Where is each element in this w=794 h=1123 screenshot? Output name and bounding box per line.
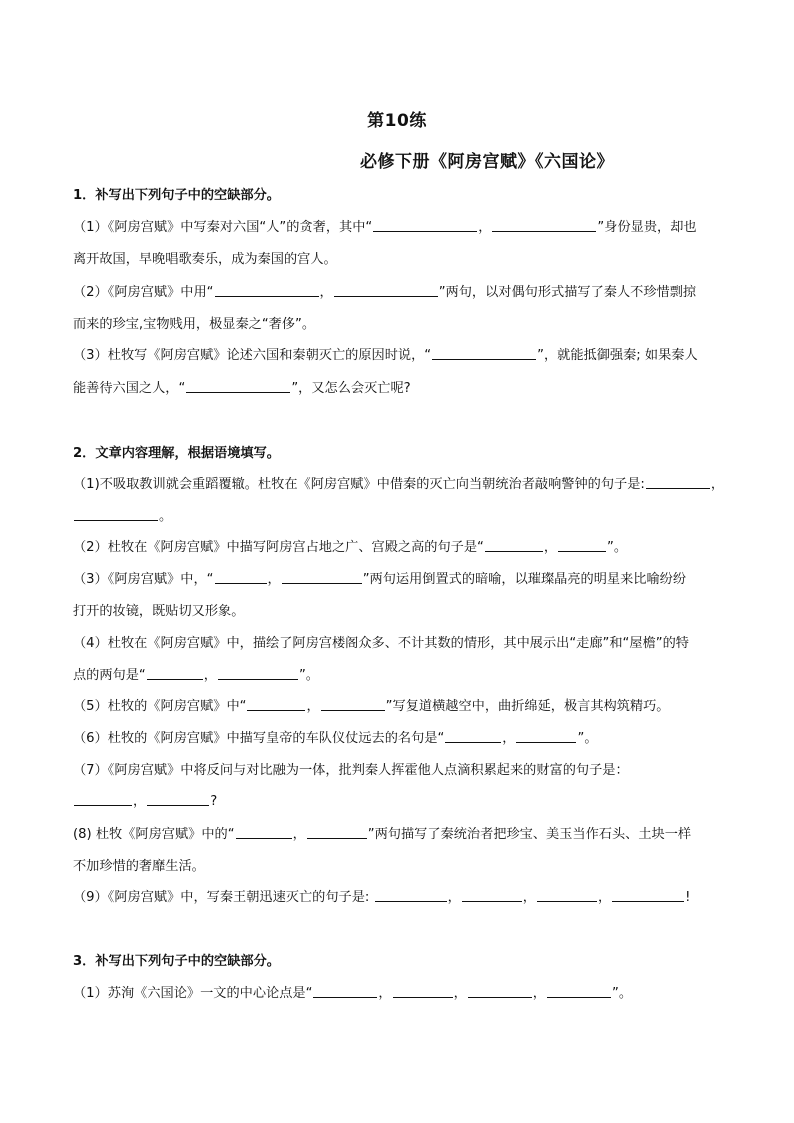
q2-item-4-line-2: 点的两句是“ ， ”。	[73, 668, 319, 683]
answer-blank[interactable]	[547, 985, 611, 998]
answer-blank[interactable]	[445, 730, 501, 743]
q2-item-3-line-2: 打开的妆镜，既贴切又形象。	[73, 604, 245, 619]
answer-blank[interactable]	[432, 347, 536, 360]
q1-item-1-line-1: （1）《阿房宫赋》中写秦对六国“人”的贪奢，其中“ ， ”身份显贵，却也	[73, 220, 697, 235]
q1-item-1-line-2: 离开故国，早晚唱歌奏乐，成为秦国的宫人。	[73, 252, 337, 267]
q2-item-7-line-2: ， ?	[73, 793, 217, 811]
q1-item-3-line-1: （3）杜牧写《阿房宫赋》论述六国和秦朝灭亡的原因时说，“ ”，就能抵御强秦; 如果秦人	[73, 348, 698, 363]
q2-item-2: （2）杜牧在《阿房宫赋》中描写阿房宫占地之广、宫殿之高的句子是“ ， ”。	[73, 540, 628, 555]
answer-blank[interactable]	[646, 476, 710, 489]
answer-blank[interactable]	[236, 826, 292, 839]
answer-blank[interactable]	[215, 571, 267, 584]
answer-blank[interactable]	[215, 284, 319, 297]
q2-item-5: （5）杜牧的《阿房宫赋》中“ ， ”写复道横越空中，曲折绵延，极言其构筑精巧。	[73, 699, 670, 714]
page-title: 第10练	[367, 111, 427, 131]
q2-item-8-line-2: 不加珍惜的奢靡生活。	[73, 859, 205, 874]
answer-blank[interactable]	[462, 889, 522, 902]
answer-blank[interactable]	[147, 793, 209, 806]
answer-blank[interactable]	[321, 698, 385, 711]
answer-blank[interactable]	[218, 667, 298, 680]
answer-blank[interactable]	[485, 539, 543, 552]
answer-blank[interactable]	[74, 793, 132, 806]
answer-blank[interactable]	[307, 826, 367, 839]
question-3-heading: 3．补写出下列句子中的空缺部分。	[73, 954, 280, 969]
q2-item-3-line-1: （3）《阿房宫赋》中，“ ， ”两句运用倒置式的暗喻，以璀璨晶亮的明星来比喻纷纷	[73, 572, 687, 587]
answer-blank[interactable]	[537, 889, 597, 902]
answer-blank[interactable]	[282, 571, 362, 584]
q2-item-8-line-1: (8) 杜牧《阿房宫赋》中的“ ， ”两句描写了秦统治者把珍宝、美玉当作石头、土块一样	[73, 827, 692, 842]
answer-blank[interactable]	[558, 539, 606, 552]
answer-blank[interactable]	[147, 667, 203, 680]
answer-blank[interactable]	[247, 698, 305, 711]
answer-blank[interactable]	[186, 380, 290, 393]
answer-blank[interactable]	[492, 219, 596, 232]
q3-item-1: （1）苏洵《六国论》一文的中心论点是“ ， ， ， ”。	[73, 986, 633, 1001]
answer-blank[interactable]	[516, 730, 576, 743]
question-2-heading: 2．文章内容理解，根据语境填写。	[73, 446, 280, 461]
q2-item-7-line-1: （7）《阿房宫赋》中将反问与对比融为一体，批判秦人挥霍他人点滴积累起来的财富的句子是：	[73, 763, 629, 778]
answer-blank[interactable]	[373, 219, 477, 232]
q1-item-2-line-1: （2）《阿房宫赋》中用“ ， ”两句，以对偶句形式描写了秦人不珍惜剽掠	[73, 285, 697, 300]
q2-item-4-line-1: （4）杜牧在《阿房宫赋》中，描绘了阿房宫楼阁众多、不计其数的情形，其中展示出“走廊”和“屋檐”的特	[73, 636, 689, 651]
answer-blank[interactable]	[375, 889, 447, 902]
q1-item-2-line-2: 而来的珍宝,宝物贱用，极显秦之“奢侈”。	[73, 317, 316, 332]
answer-blank[interactable]	[74, 508, 158, 521]
answer-blank[interactable]	[334, 284, 438, 297]
q2-item-6: （6）杜牧的《阿房宫赋》中描写皇帝的车队仪仗远去的名句是“ ， ”。	[73, 731, 598, 746]
answer-blank[interactable]	[313, 985, 377, 998]
question-1-heading: 1．补写出下列句子中的空缺部分。	[73, 188, 280, 203]
answer-blank[interactable]	[612, 889, 684, 902]
answer-blank[interactable]	[393, 985, 453, 998]
q1-item-3-line-2: 能善待六国之人，“ ”，又怎么会灭亡呢?	[73, 381, 411, 396]
q2-item-1-line-1: （1)不吸取教训就会重蹈覆辙。杜牧在《阿房宫赋》中借秦的灭亡向当朝统治者敲响警钟的句子是: ，	[73, 477, 725, 492]
q2-item-1-line-2: 。	[73, 508, 172, 526]
page-subtitle: 必修下册《阿房宫赋》《六国论》	[360, 152, 614, 172]
q2-item-9: （9）《阿房宫赋》中，写秦王朝迅速灭亡的句子是: ， ， ， !	[73, 890, 691, 905]
answer-blank[interactable]	[468, 985, 532, 998]
